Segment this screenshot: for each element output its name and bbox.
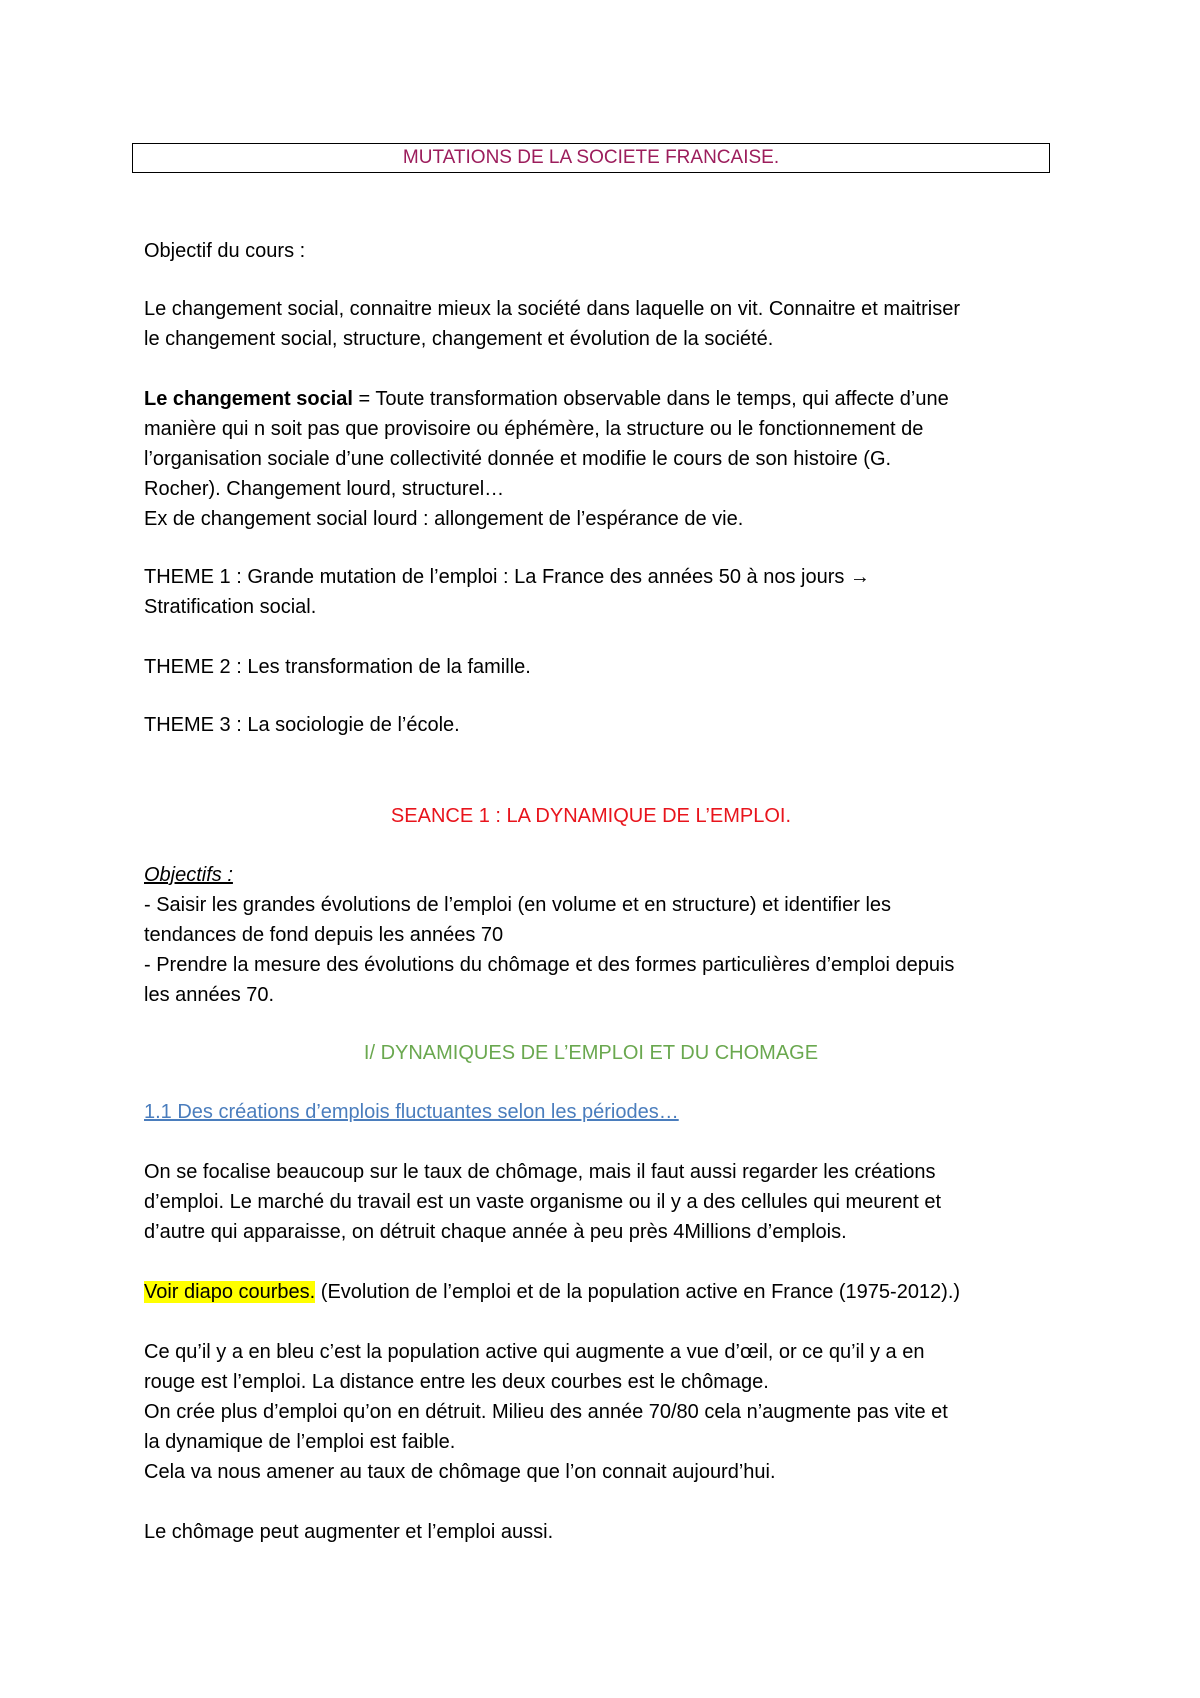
para1-line-3: d’autre qui apparaisse, on détruit chaque année à peu près 4Millions d’emplois. (144, 1221, 847, 1243)
final-line: Le chômage peut augmenter et l’emploi aussi. (144, 1521, 554, 1543)
objectif-line-2: tendances de fond depuis les années 70 (144, 924, 504, 946)
definition-rest: = Toute transformation observable dans le temps, qui affecte d’une (352, 388, 949, 410)
para1-line-1: On se focalise beaucoup sur le taux de chômage, mais il faut aussi regarder les créations (144, 1161, 936, 1183)
intro-line-1: Le changement social, connaitre mieux la société dans laquelle on vit. Connaitre et maitriser (144, 298, 960, 320)
subsection-title: 1.1 Des créations d’emplois fluctuantes selon les périodes… (144, 1101, 679, 1123)
objectif-label: Objectif du cours : (144, 240, 306, 262)
document-title: MUTATIONS DE LA SOCIETE FRANCAISE. (132, 143, 1050, 173)
definition-line-2: manière qui n soit pas que provisoire ou éphémère, la structure ou le fonctionnement de (144, 418, 924, 440)
definition-term: Le changement social (144, 388, 353, 410)
objectifs-label: Objectifs : (144, 864, 233, 886)
definition-line-4: Rocher). Changement lourd, structurel… (144, 478, 505, 500)
para2-line-1: Ce qu’il y a en bleu c’est la population active qui augmente a vue d’œil, or ce qu’il y a en (144, 1341, 925, 1363)
objectif-line-3: - Prendre la mesure des évolutions du chômage et des formes particulières d’emploi depuis (144, 954, 955, 976)
theme-1-line-2: Stratification social. (144, 596, 317, 618)
para2-line-2: rouge est l’emploi. La distance entre les deux courbes est le chômage. (144, 1371, 769, 1393)
definition-line-3: l’organisation sociale d’une collectivité donnée et modifie le cours de son histoire (G. (144, 448, 892, 470)
para2-line-5: Cela va nous amener au taux de chômage que l’on connait aujourd’hui. (144, 1461, 776, 1483)
definition-line-1 (144, 384, 1074, 414)
objectif-line-1: - Saisir les grandes évolutions de l’emploi (en volume et en structure) et identifier les (144, 894, 892, 916)
seance-title: SEANCE 1 : LA DYNAMIQUE DE L’EMPLOI. (390, 805, 792, 827)
section-1-title: I/ DYNAMIQUES DE L’EMPLOI ET DU CHOMAGE (363, 1042, 819, 1064)
voir-rest: (Evolution de l’emploi et de la population active en France (1975-2012).) (315, 1281, 961, 1303)
voir-line (144, 1277, 1074, 1307)
theme-2: THEME 2 : Les transformation de la famille. (144, 656, 531, 678)
definition-line-5: Ex de changement social lourd : allongement de l’espérance de vie. (144, 508, 744, 530)
theme-1-line-1: THEME 1 : Grande mutation de l’emploi : La France des années 50 à nos jours → (144, 566, 870, 588)
subsection-heading (144, 1097, 1074, 1127)
objectif-line-4: les années 70. (144, 984, 275, 1006)
objectifs-heading (144, 860, 1074, 890)
voir-highlight: Voir diapo courbes. (144, 1281, 316, 1303)
intro-line-2: le changement social, structure, changement et évolution de la société. (144, 328, 774, 350)
para2-line-4: la dynamique de l’emploi est faible. (144, 1431, 456, 1453)
para1-line-2: d’emploi. Le marché du travail est un vaste organisme ou il y a des cellules qui meurent et (144, 1191, 942, 1213)
theme-3: THEME 3 : La sociologie de l’école. (144, 714, 460, 736)
para2-line-3: On crée plus d’emploi qu’on en détruit. Milieu des année 70/80 cela n’augmente pas vite et (144, 1401, 948, 1423)
